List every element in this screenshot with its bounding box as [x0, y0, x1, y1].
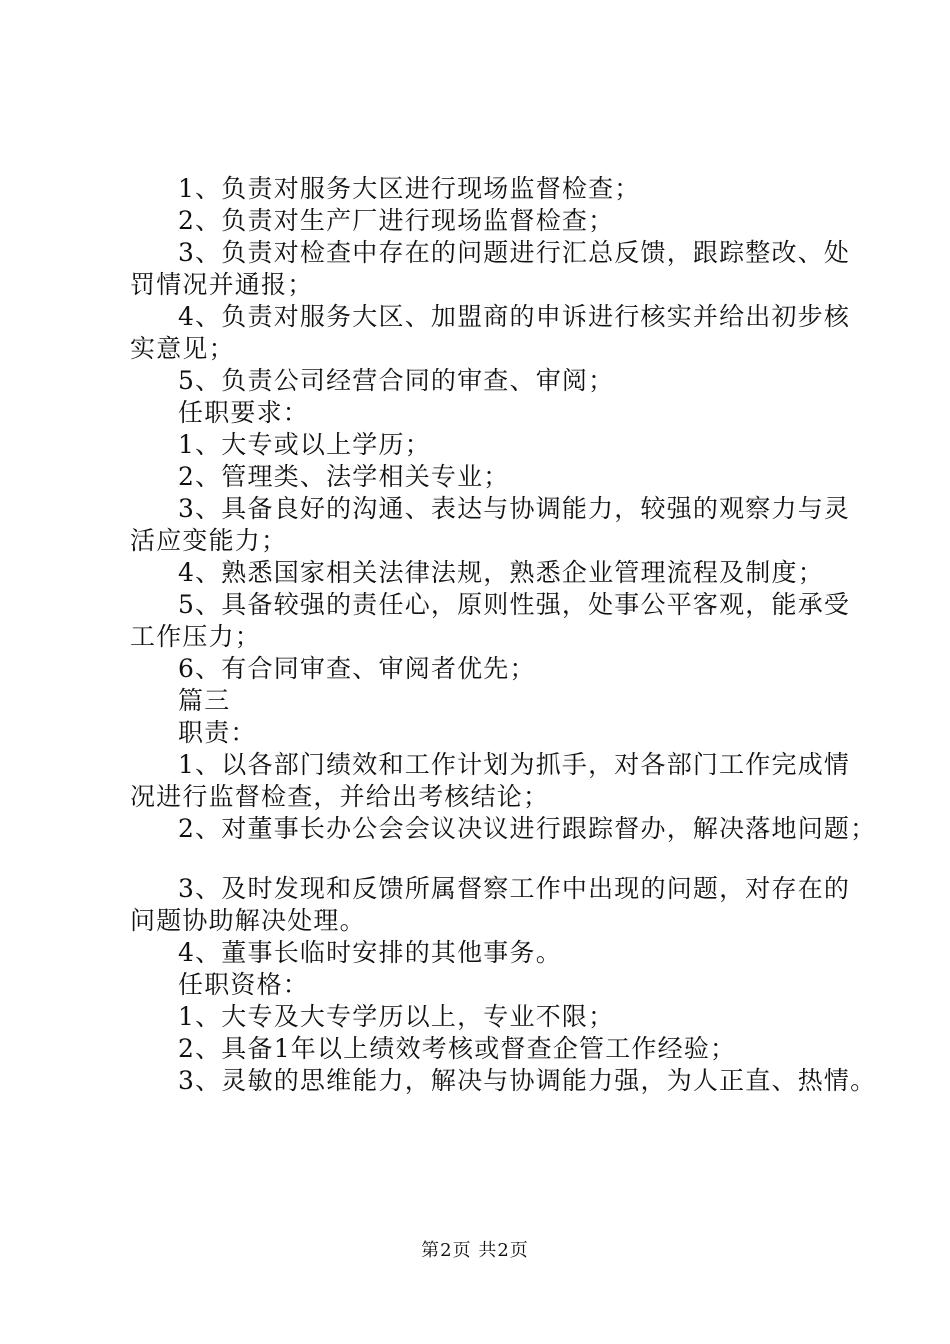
text-line: 3、具备良好的沟通、表达与协调能力，较强的观察力与灵: [178, 494, 851, 523]
section-heading: 任职资格：: [178, 970, 310, 999]
text-line: 活应变能力；: [130, 526, 288, 555]
text-line: 1、大专或以上学历；: [178, 430, 431, 459]
text-line: 4、熟悉国家相关法律法规，熟悉企业管理流程及制度；: [178, 558, 824, 587]
text-line: 2、负责对生产厂进行现场监督检查；: [178, 206, 615, 235]
page-number-footer: 第2页 共2页: [421, 1240, 529, 1261]
text-line: 2、管理类、法学相关专业；: [178, 462, 510, 491]
text-line: 1、负责对服务大区进行现场监督检查；: [178, 174, 641, 203]
text-line: 1、大专及大专学历以上，专业不限；: [178, 1002, 615, 1031]
section-heading: 任职要求：: [178, 398, 310, 427]
text-line: 工作压力；: [130, 622, 262, 651]
text-line: 3、负责对检查中存在的问题进行汇总反馈，跟踪整改、处: [178, 238, 851, 267]
text-line: 1、以各部门绩效和工作计划为抓手，对各部门工作完成情: [178, 750, 851, 779]
text-line: 问题协助解决处理。: [130, 906, 366, 935]
text-line: 4、负责对服务大区、加盟商的申诉进行核实并给出初步核: [178, 302, 851, 331]
text-line: 3、灵敏的思维能力，解决与协调能力强，为人正直、热情。: [178, 1066, 877, 1095]
text-line: 2、具备1年以上绩效考核或督查企管工作经验；: [178, 1034, 737, 1063]
text-line: 5、负责公司经营合同的审查、审阅；: [178, 366, 615, 395]
text-line: 5、具备较强的责任心，原则性强，处事公平客观，能承受: [178, 590, 851, 619]
text-line: 3、及时发现和反馈所属督察工作中出现的问题，对存在的: [178, 874, 851, 903]
section-heading: 篇三: [178, 686, 231, 715]
section-heading: 职责：: [178, 718, 257, 747]
text-line: 罚情况并通报；: [130, 270, 314, 299]
text-line: 2、对董事长办公会会议决议进行跟踪督办，解决落地问题；: [178, 814, 877, 843]
text-line: 实意见；: [130, 334, 235, 363]
text-line: 4、董事长临时安排的其他事务。: [178, 938, 562, 967]
text-line: 6、有合同审查、审阅者优先；: [178, 654, 536, 683]
text-line: 况进行监督检查，并给出考核结论；: [130, 782, 550, 811]
